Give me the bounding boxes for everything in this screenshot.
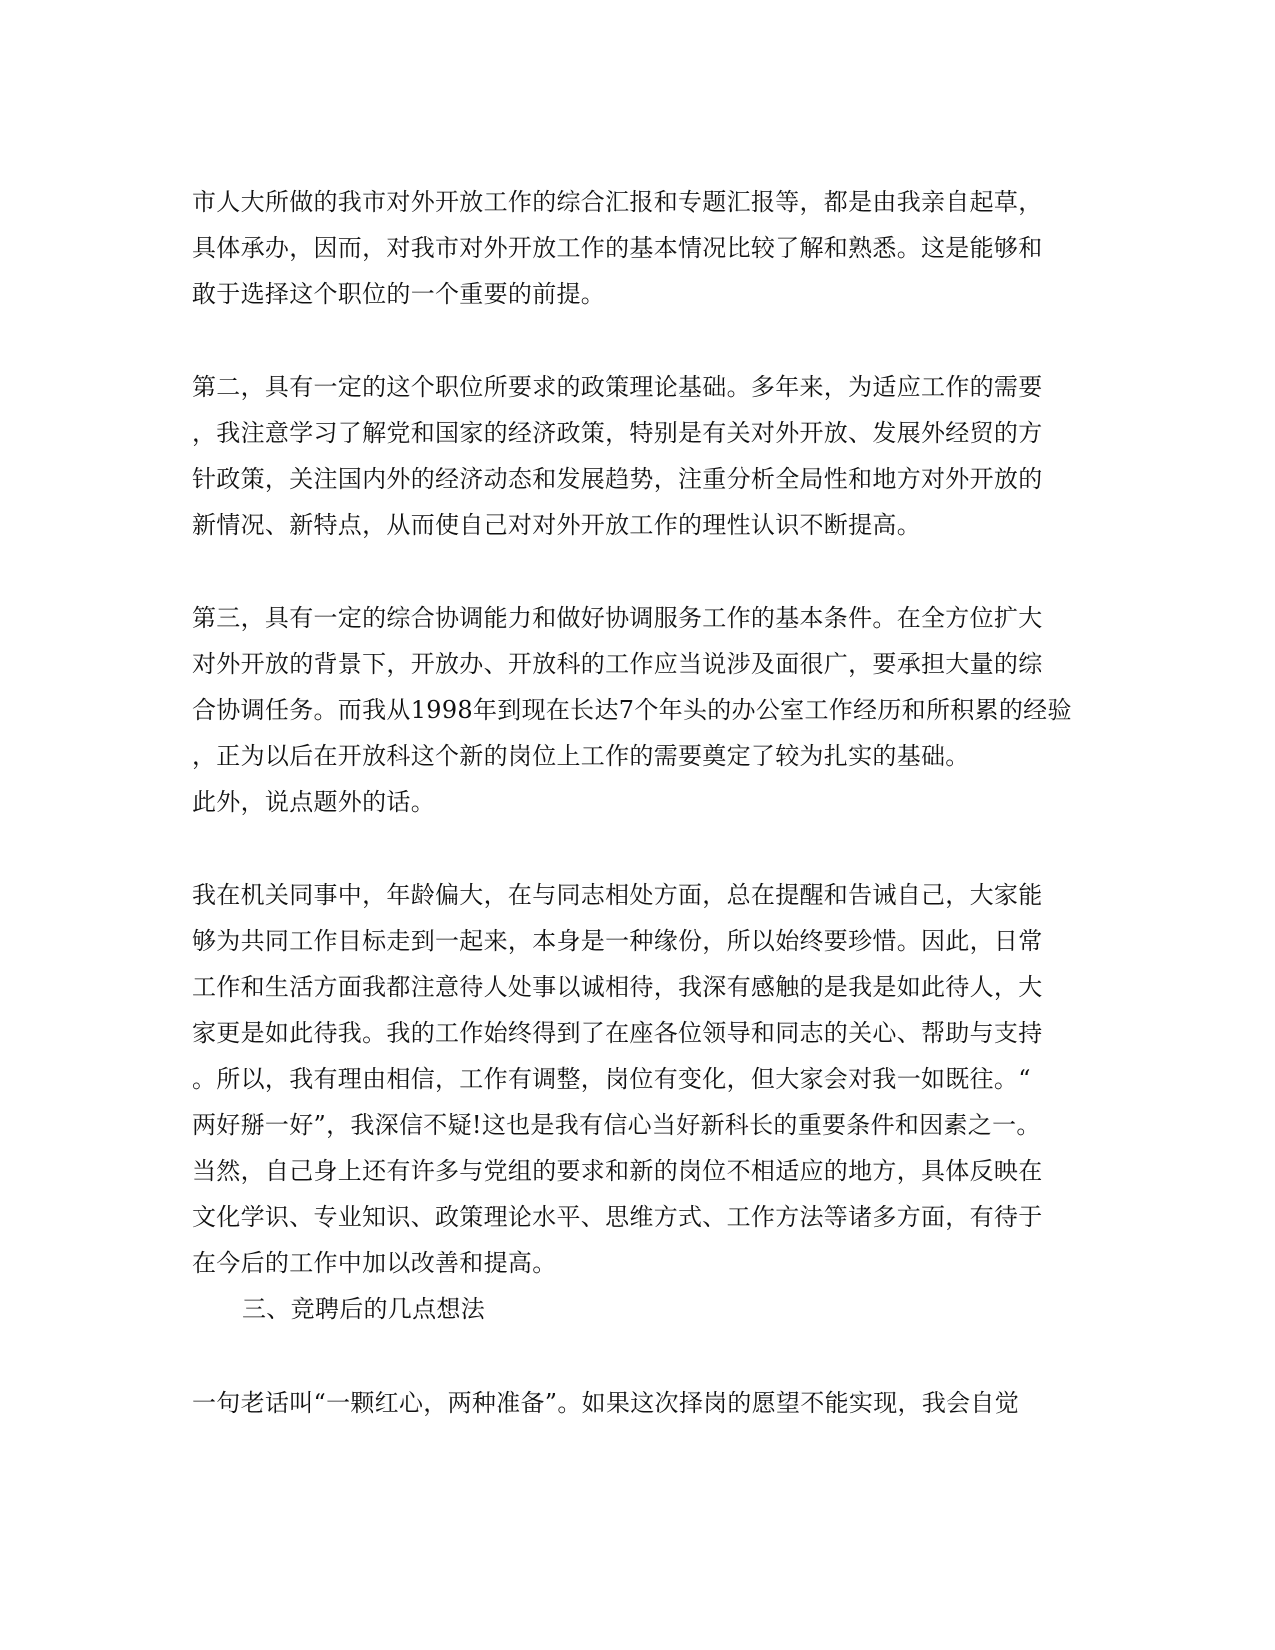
body-text-line: 在今后的工作中加以改善和提高。 (192, 1249, 557, 1277)
body-text-line: 此外，说点题外的话。 (192, 788, 435, 816)
body-text-line: 一句老话叫“一颗红心，两种准备”。如果这次择岗的愿望不能实现，我会自觉 (192, 1389, 1020, 1417)
body-text-line: 敢于选择这个职位的一个重要的前提。 (192, 280, 606, 308)
body-text-line: 家更是如此待我。我的工作始终得到了在座各位领导和同志的关心、帮助与支持 (192, 1019, 1043, 1047)
body-text-line: 文化学识、专业知识、政策理论水平、思维方式、工作方法等诸多方面，有待于 (192, 1203, 1043, 1231)
body-text-line: 。所以，我有理由相信，工作有调整，岗位有变化，但大家会对我一如既往。“ (192, 1065, 1031, 1093)
body-text-line: 两好掰一好”，我深信不疑!这也是我有信心当好新科长的重要条件和因素之一。 (192, 1111, 1041, 1139)
body-text-line: 第二，具有一定的这个职位所要求的政策理论基础。多年来，为适应工作的需要 (192, 373, 1043, 401)
body-text-line: 我在机关同事中，年龄偏大，在与同志相处方面，总在提醒和告诫自己，大家能 (192, 881, 1043, 909)
body-text-line: 工作和生活方面我都注意待人处事以诚相待，我深有感触的是我是如此待人，大 (192, 973, 1043, 1001)
body-text-line: ，正为以后在开放科这个新的岗位上工作的需要奠定了较为扎实的基础。 (192, 742, 970, 770)
body-text-line: 第三，具有一定的综合协调能力和做好协调服务工作的基本条件。在全方位扩大 (192, 604, 1043, 632)
body-text-line: 合协调任务。而我从1998年到现在长达7个年头的办公室工作经历和所积累的经验 (192, 696, 1072, 724)
body-text-line: 当然，自己身上还有许多与党组的要求和新的岗位不相适应的地方，具体反映在 (192, 1157, 1043, 1185)
body-text-line: 够为共同工作目标走到一起来，本身是一种缘份，所以始终要珍惜。因此，日常 (192, 927, 1043, 955)
section-heading: 三、竞聘后的几点想法 (242, 1295, 485, 1323)
body-text-line: 新情况、新特点，从而使自己对对外开放工作的理性认识不断提高。 (192, 511, 921, 539)
body-text-line: ，我注意学习了解党和国家的经济政策，特别是有关对外开放、发展外经贸的方 (192, 419, 1043, 447)
body-text-line: 针政策，关注国内外的经济动态和发展趋势，注重分析全局性和地方对外开放的 (192, 465, 1043, 493)
body-text-line: 市人大所做的我市对外开放工作的综合汇报和专题汇报等，都是由我亲自起草， (192, 188, 1043, 216)
body-text-line: 对外开放的背景下，开放办、开放科的工作应当说涉及面很广，要承担大量的综 (192, 650, 1043, 678)
body-text-line: 具体承办，因而，对我市对外开放工作的基本情况比较了解和熟悉。这是能够和 (192, 234, 1043, 262)
